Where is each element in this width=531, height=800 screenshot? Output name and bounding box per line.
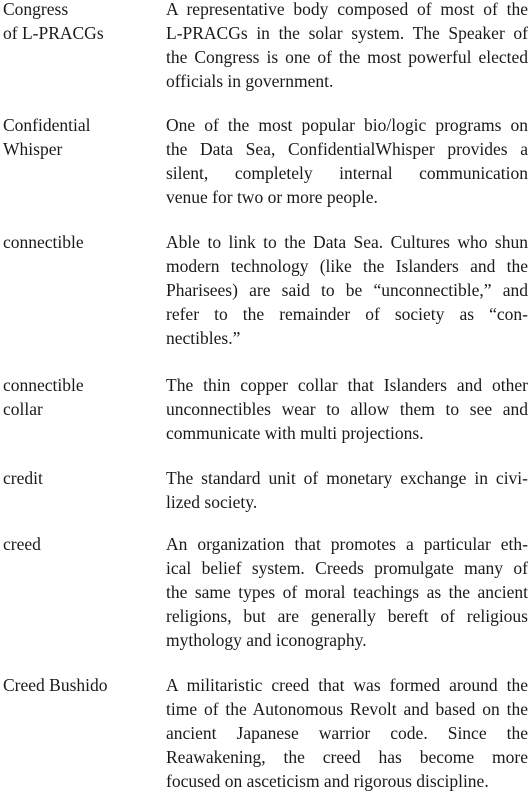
definition-line: mythology and iconography. <box>166 630 367 650</box>
term-line: credit <box>3 468 43 488</box>
term-line: creed <box>3 534 41 554</box>
definition-line: lized society. <box>166 492 258 512</box>
term-line: Whisper <box>3 139 63 159</box>
definition-line: silent, completely internal communication <box>166 163 528 183</box>
glossary-definition <box>166 230 528 350</box>
glossary-definition <box>166 532 528 652</box>
definition-line: A representative body composed of most of the <box>166 0 528 19</box>
definition-line: A militaristic creed that was formed around the <box>166 675 528 695</box>
definition-line: venue for two or more people. <box>166 187 378 207</box>
term-line: Creed Bushido <box>3 675 108 695</box>
glossary-term <box>3 673 153 697</box>
term-line: collar <box>3 399 43 419</box>
definition-line: unconnectibles wear to allow them to see and <box>166 399 528 419</box>
definition-line: The thin copper collar that Islanders and other <box>166 375 528 395</box>
definition-line: The standard unit of monetary exchange in civi- <box>166 468 528 488</box>
glossary-term <box>3 532 153 556</box>
term-line: Confidential <box>3 115 91 135</box>
glossary-term <box>3 113 153 161</box>
term-line: connectible <box>3 232 84 252</box>
definition-line: focused on asceticism and rigorous discipline. <box>166 771 489 791</box>
glossary-term <box>3 230 153 254</box>
glossary-term <box>3 466 153 490</box>
glossary-term <box>3 373 153 421</box>
definition-line: religions, but are generally bereft of religious <box>166 606 528 626</box>
definition-line: ical belief system. Creeds promulgate many of <box>166 558 528 578</box>
definition-line: Pharisees) are said to be “unconnectible,” and <box>166 280 528 300</box>
definition-line: the Data Sea, ConfidentialWhisper provides a <box>166 139 528 159</box>
definition-line: ancient Japanese warrior code. Since the <box>166 723 528 743</box>
term-line: Congress <box>3 0 69 19</box>
definition-line: An organization that promotes a particular eth- <box>166 534 528 554</box>
glossary-definition <box>166 466 528 514</box>
definition-line: One of the most popular bio/logic programs on <box>166 115 528 135</box>
definition-line: the Congress is one of the most powerful elected <box>166 47 528 67</box>
glossary-definition <box>166 673 528 793</box>
definition-line: the same types of moral teachings as the ancient <box>166 582 528 602</box>
definition-line: L-PRACGs in the solar system. The Speaker of <box>166 23 528 43</box>
definition-line: communicate with multi projections. <box>166 423 424 443</box>
glossary-definition <box>166 113 528 209</box>
definition-line: nectibles.” <box>166 328 241 348</box>
definition-line: refer to the remainder of society as “con- <box>166 304 528 324</box>
definition-line: Able to link to the Data Sea. Cultures who shun <box>166 232 528 252</box>
term-line: of L-PRACGs <box>3 23 104 43</box>
definition-line: time of the Autonomous Revolt and based on the <box>166 699 528 719</box>
glossary-definition <box>166 373 528 445</box>
definition-line: modern technology (like the Islanders and the <box>166 256 528 276</box>
term-line: connectible <box>3 375 84 395</box>
glossary-definition <box>166 0 528 93</box>
definition-line: officials in government. <box>166 71 334 91</box>
glossary-term <box>3 0 153 45</box>
definition-line: Reawakening, the creed has become more <box>166 747 528 767</box>
